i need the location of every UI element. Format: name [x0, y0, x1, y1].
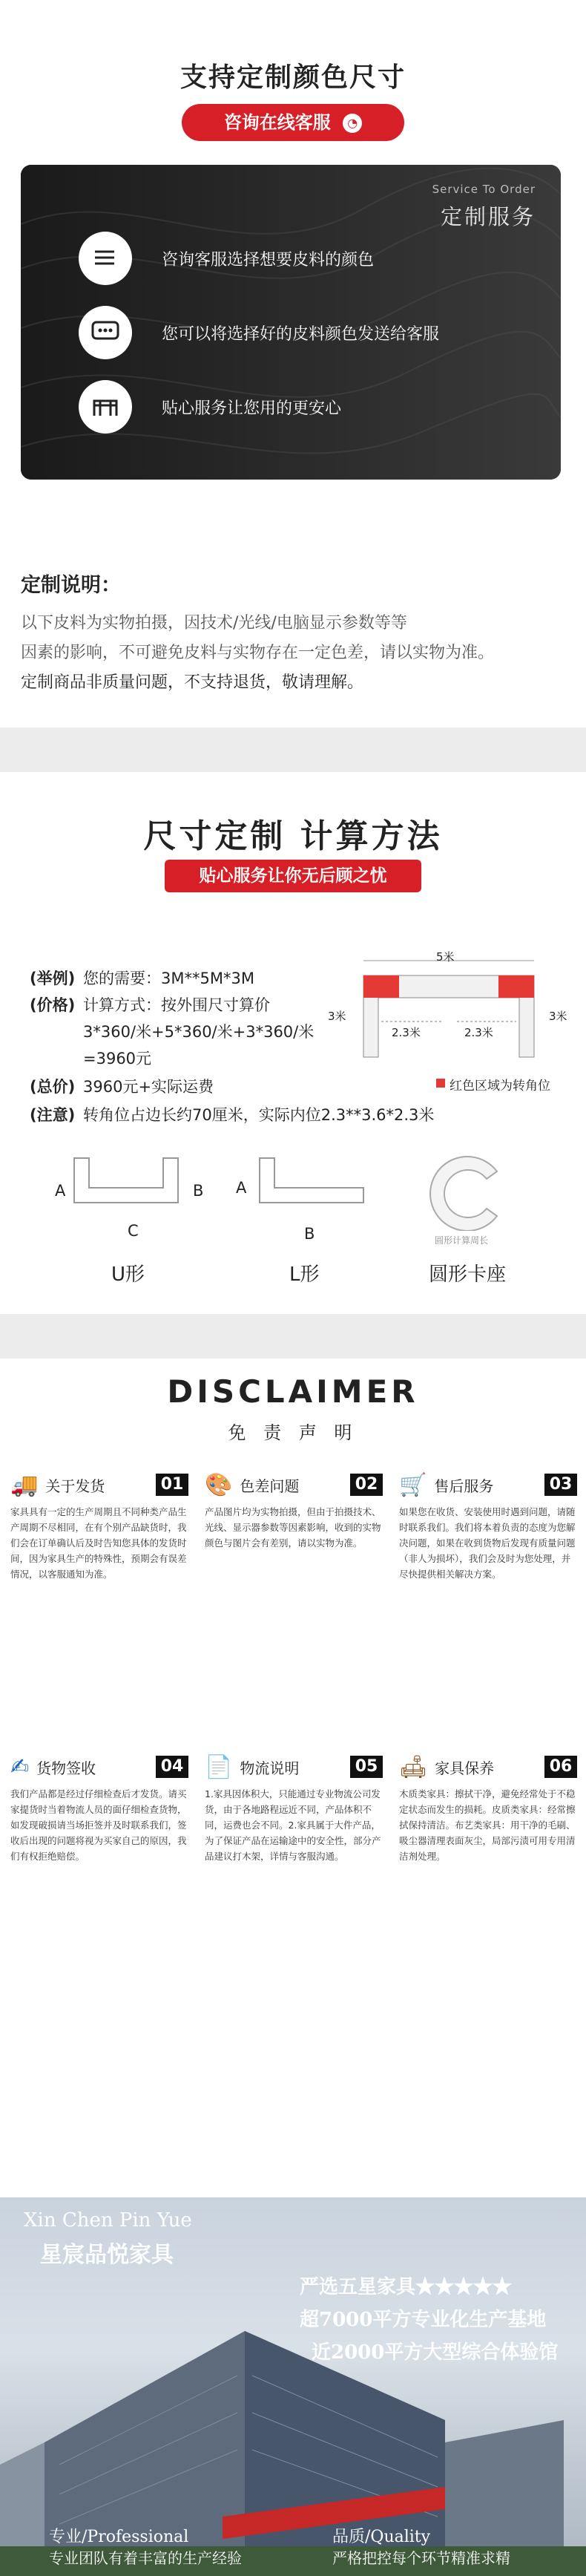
note-line-3: 定制商品非质量问题，不支持退货，敬请理解。 [21, 673, 364, 692]
note-line-2: 因素的影响，不可避免皮料与实物存在一定色差，请以实物为准。 [21, 644, 495, 662]
item-title: 关于发货 [45, 1477, 105, 1495]
item-number: 04 [156, 1756, 188, 1778]
disclaimer-item-05 [205, 1752, 383, 1864]
brand-en: Xin Chen Pin Yue [24, 2209, 192, 2232]
round-shape-drawing [423, 1149, 519, 1231]
consult-button[interactable] [182, 104, 404, 141]
document-icon: 📄 [205, 1753, 233, 1780]
footer-title-1: 专业/Professional [49, 2528, 189, 2546]
service-item-text: 咨询客服选择想要皮料的颜色 [162, 250, 375, 269]
diagram-left: 3米 [328, 1010, 346, 1023]
l-shape-drawing [252, 1151, 378, 1225]
item-text: 家具具有一定的生产周期且不同种类产品生产周期不尽相同，在有个别产品缺货时，我们会在订单确认后及时告知您具体的发货时间，因为家具生产的特殊性，预期会有误差情况，以客服通知为准。 [10, 1506, 187, 1580]
diagram-inner-left: 2.3米 [392, 1026, 421, 1039]
row-value: 计算方式：按外围尺寸算价 [83, 996, 270, 1014]
round-shape-name: 圆形卡座 [429, 1264, 507, 1286]
item-title: 家具保养 [435, 1759, 495, 1777]
brand-claim-1: 严选五星家具★★★★★ [300, 2276, 513, 2298]
l-label-b: B [304, 1225, 315, 1243]
disclaimer-item-01 [10, 1470, 188, 1582]
custom-color-section [0, 0, 586, 497]
service-item-text: 您可以将选择好的皮料颜色发送给客服 [162, 324, 440, 344]
sofa-care-icon: 🛋 [399, 1753, 428, 1780]
round-note: 圆形计算周长 [435, 1235, 489, 1246]
disclaimer-title: DISCLAIMER [167, 1373, 419, 1410]
row-label: (注意) [30, 1106, 76, 1124]
diagram-inner-right: 2.3米 [464, 1026, 493, 1039]
row-value: 转角位占边长约70厘米，实际内位2.3**3.6*2.3米 [83, 1106, 435, 1124]
chat-bubble-icon [79, 306, 132, 359]
service-card [21, 165, 561, 480]
section-divider [0, 728, 586, 772]
u-shape-name: U形 [111, 1264, 145, 1286]
diagram-legend: 红色区域为转角位 [450, 1079, 550, 1094]
item-number: 02 [350, 1474, 383, 1496]
brand-claim-3: 近2000平方大型综合体验馆 [312, 2341, 559, 2364]
item-text: 如果您在收货、安装使用时遇到问题，请随时联系我们。我们将本着负责的态度为您解决问题，如果在收到货物后发现有质量问题（非人为损坏），我们会及时为您处理，并尽快提供相关解决方案。 [399, 1506, 576, 1580]
item-text: 产品图片均为实物拍摄，但由于拍摄技术、光线、显示器参数等因素影响，收到的实物颜色与图片会有差别，请以实物为准。 [205, 1506, 381, 1549]
consult-label: 咨询在线客服 [223, 112, 331, 133]
row-value: 3960元+实际运费 [83, 1078, 214, 1096]
note-title: 定制说明： [21, 574, 121, 597]
service-item-3 [79, 380, 341, 434]
footer-title-2: 品质/Quality [332, 2528, 431, 2546]
disclaimer-item-02 [205, 1470, 383, 1551]
page-title: 支持定制颜色尺寸 [180, 62, 406, 93]
custom-note-section [0, 497, 586, 728]
brand-claim-2: 超7000平方专业化生产基地 [300, 2309, 547, 2331]
item-text: 1.家具因体积大，只能通过专业物流公司发货，由于各地路程远近不同，产品体积不同，运费也会不同。2.家具属于大件产品，为了保证产品在运输途中的安全性，部分产品建议打木架，详情与客服沟通。 [205, 1788, 381, 1862]
item-text: 我们产品都是经过仔细检查后才发货。请买家提货时当着物流人员的面仔细检查货物，如发现破损请当场拒签并及时联系我们，签收后出现的问题将视为买家自己的原因，我们有权拒绝赔偿。 [10, 1788, 187, 1862]
service-item-2 [79, 306, 439, 359]
item-number: 06 [544, 1756, 577, 1778]
row-label: (价格) [30, 996, 76, 1014]
u-label-b: B [193, 1182, 204, 1200]
u-label-a: A [55, 1182, 66, 1200]
item-title: 物流说明 [240, 1759, 300, 1777]
calc-title: 尺寸定制 计算方法 [143, 817, 443, 855]
l-label-a: A [236, 1179, 247, 1197]
item-title: 货物签收 [36, 1759, 96, 1777]
truck-icon: 🚚 [10, 1471, 39, 1498]
service-item-text: 贴心服务让您用的更安心 [162, 399, 342, 418]
row-label: (举例) [30, 970, 76, 987]
l-shape-name: L形 [289, 1264, 320, 1286]
item-text: 木质类家具：擦拭干净，避免经常处于不稳定状态而发生的损耗。皮质类家具：经常擦拭保持清洁。布艺类家具：用干净的毛刷、吸尘器清理表面灰尘，局部污渍可用专用清洁剂处理。 [399, 1788, 576, 1862]
row-value: 3*360/米+5*360/米+3*360/米 [83, 1023, 315, 1041]
service-en: Service To Order [432, 183, 536, 196]
disclaimer-item-03 [399, 1470, 577, 1582]
disclaimer-section [0, 1359, 586, 2197]
corner-diagram [349, 950, 549, 1076]
row-value: 您的需要：3M**5M*3M [83, 970, 254, 987]
footer-text-1: 专业团队有着丰富的生产经验 [49, 2549, 242, 2567]
section-divider [0, 1314, 586, 1359]
size-calc-section [0, 772, 586, 1314]
calc-subtitle: 贴心服务让你无后顾之忧 [165, 860, 421, 892]
row-value: =3960元 [83, 1050, 152, 1068]
chat-icon: ◔ [343, 114, 362, 133]
footer-text-2: 严格把控每个环节精准求精 [332, 2549, 510, 2567]
fabric-stack-icon [79, 232, 132, 285]
item-title: 色差问题 [240, 1477, 300, 1495]
item-number: 01 [156, 1474, 188, 1496]
u-label-c: C [128, 1222, 139, 1240]
sign-check-icon: ✍ [10, 1753, 30, 1780]
service-zh: 定制服务 [440, 204, 536, 229]
cart-icon: 🛒 [399, 1471, 427, 1498]
brand-zh: 星宸品悦家具 [40, 2242, 174, 2268]
item-number: 05 [350, 1756, 383, 1778]
row-label: (总价) [30, 1078, 76, 1096]
item-number: 03 [544, 1474, 577, 1496]
note-line-1: 以下皮料为实物拍摄，因技术/光线/电脑显示参数等等 [21, 614, 407, 632]
disclaimer-subtitle: 免 责 声 明 [228, 1422, 358, 1443]
disclaimer-item-06 [399, 1752, 577, 1864]
diagram-top: 5米 [436, 950, 455, 964]
diagram-right: 3米 [549, 1010, 567, 1023]
color-palette-icon: 🎨 [205, 1471, 233, 1498]
sofa-icon [79, 380, 132, 434]
disclaimer-item-04 [10, 1752, 188, 1864]
item-title: 售后服务 [434, 1477, 494, 1495]
legend-swatch [436, 1079, 445, 1088]
service-item-1 [79, 232, 374, 285]
brand-photo [0, 2197, 586, 2576]
